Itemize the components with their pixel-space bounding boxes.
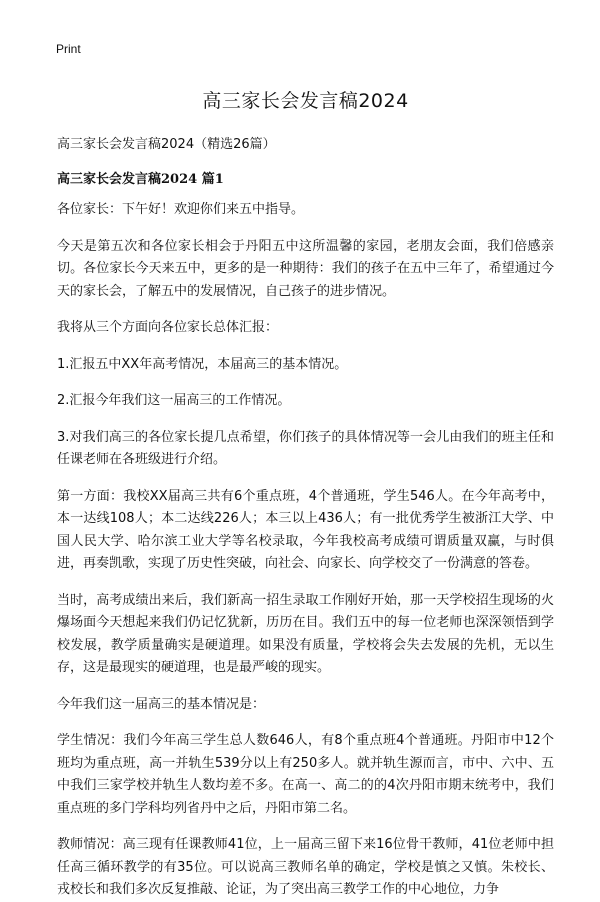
paragraph-teachers: 教师情况：高三现有任课教师41位，上一届高三留下来16位骨干教师，41位老师中担任高三循环教学的有35位。可以说高三教师名单的确定，学校是慎之又慎。朱校长、戎校长和我们多次反复推敲、论证，为了突出高三教学工作的中心地位，力争 [57,837,554,897]
paragraph-point-1: 1.汇报五中XX年高考情况，本届高三的基本情况。 [57,356,348,372]
print-button[interactable]: Print [56,42,81,56]
document-title: 高三家长会发言稿2024 [202,90,409,112]
paragraph-point-2: 2.汇报今年我们这一届高三的工作情况。 [57,393,291,408]
document-subtitle: 高三家长会发言稿2024（精选26篇） [57,137,276,152]
section-heading: 高三家长会发言稿2024 篇1 [57,172,224,187]
paragraph-admission: 当时，高考成绩出来后，我们新高一招生录取工作刚好开始，那一天学校招生现场的火爆场面今天想起来我们仍记忆犹新，历历在目。我们五中的每一位老师也深深领悟到学校发展，教学质量确实是硬道理。如果没有质量，学校将会失去发展的先机，无以生存，这是最现实的硬道理，也是最严峻的现实。 [57,592,554,675]
paragraph-students: 学生情况：我们今年高三学生总人数646人，有8个重点班4个普通班。丹阳市中12个班均为重点班，高一并轨生539分以上有250多人。就并轨生源而言，市中、六中、五中我们三家学校并轨生人数均差不多。在高一、高二的的4次丹阳市期末统考中，我们重点班的多门学科均列省丹中之后，丹阳市第二名。 [57,733,554,816]
paragraph-intro: 今天是第五次和各位家长相会于丹阳五中这所温馨的家园，老朋友会面，我们倍感亲切。各位家长今天来五中，更多的是一种期待：我们的孩子在五中三年了，希望通过今天的家长会，了解五中的发展情况，自己孩子的进步情况。 [57,238,554,299]
paragraph-point-3: 3.对我们高三的各位家长提几点希望，你们孩子的具体情况等一会儿由我们的班主任和任课老师在各班级进行介绍。 [57,429,554,467]
paragraph-first-aspect: 第一方面：我校XX届高三共有6个重点班，4个普通班，学生546人。在今年高考中，本一达线108人；本二达线226人；本三以上436人；有一批优秀学生被浙江大学、中国人民大学、哈尔滨工业大学等名校录取，今年我校高考成绩可谓质量双赢，与时俱进，再奏凯歌，实现了历史性突破，向社会、向家长、向学校交了一份满意的答卷。 [57,488,554,571]
paragraph-outline: 我将从三个方面向各位家长总体汇报： [57,320,279,335]
paragraph-greeting: 各位家长：下午好！欢迎你们来五中指导。 [57,202,305,217]
paragraph-basic-situation: 今年我们这一届高三的基本情况是： [57,696,266,712]
